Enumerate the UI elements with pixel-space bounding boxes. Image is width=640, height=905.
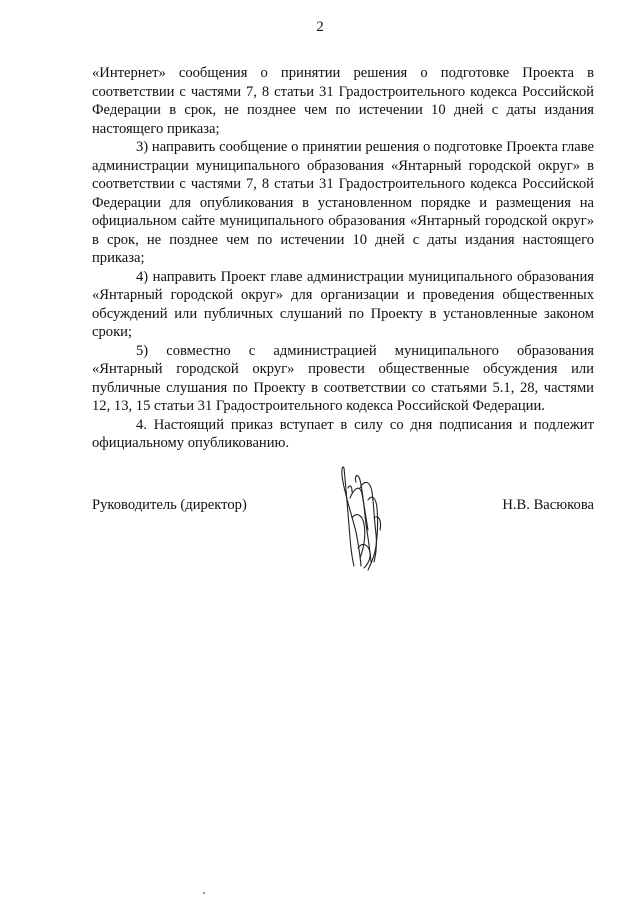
scan-artifact <box>203 892 205 894</box>
paragraph-item-4: 4) направить Проект главе администрации муниципального образования «Янтарный городской округ» для организации и проведения общественных обсуждений или публичных слушаний по Проекту в установленные законом сроки; <box>92 268 594 340</box>
signer-name: Н.В. Васюкова <box>502 497 594 513</box>
paragraph-item-5: 5) совместно с администрацией муниципального образования «Янтарный городской округ» провести общественные обсуждения или публичные слушания по Проекту в соответствии со статьями 5.1, 28, частями 12, 13, 15 статьи 31 Градостроительного кодекса Российской Федерации. <box>92 342 594 414</box>
page-number: 2 <box>316 19 324 35</box>
document-body <box>92 64 594 453</box>
paragraph-item-3: 3) направить сообщение о принятии решения о подготовке Проекта главе администрации муниципального образования «Янтарный городской округ» в соответствии с частями 7, 8 статьи 31 Градостроительного кодекса Российской Федерации для опубликования в установленном порядке и размещения на официальном сайте муниципального образования «Янтарный городской округ» в срок, не позднее чем по истечении 10 дней с даты издания настоящего приказа; <box>92 139 594 266</box>
handwritten-signature <box>330 458 392 578</box>
signer-position: Руководитель (директор) <box>92 497 247 513</box>
paragraph-point-4: 4. Настоящий приказ вступает в силу со дня подписания и подлежит официальному опубликованию. <box>92 416 594 451</box>
paragraph-continuation: «Интернет» сообщения о принятии решения о подготовке Проекта в соответствии с частями 7, 8 статьи 31 Градостроительного кодекса Российской Федерации в срок, не позднее чем по истечении 10 дней с даты издания настоящего приказа; <box>92 65 594 137</box>
